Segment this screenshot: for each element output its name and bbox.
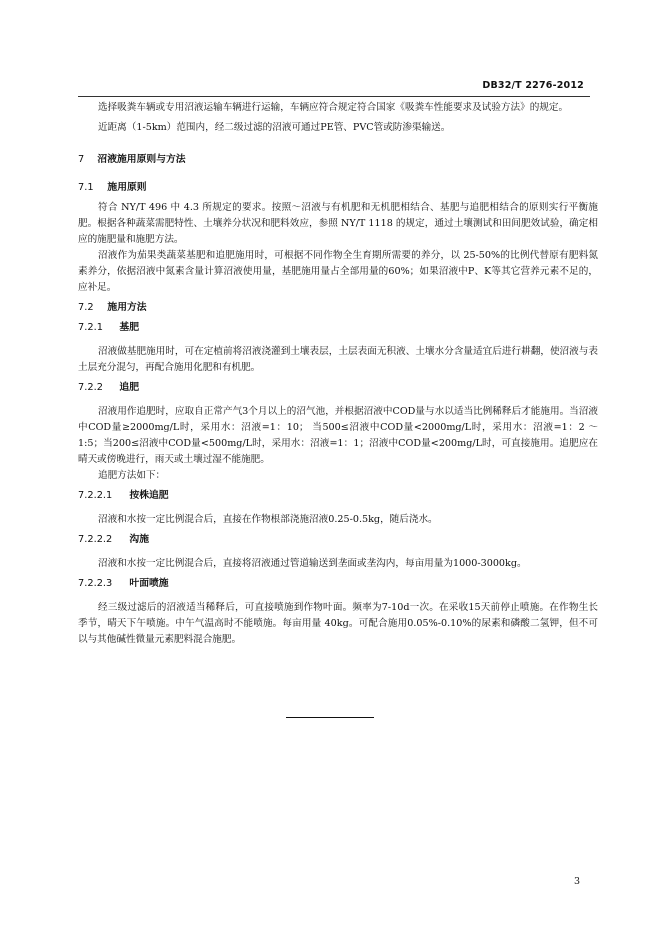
section-heading-7-2-1 [78, 320, 598, 336]
section-number: 7.2.2 [78, 382, 103, 393]
section-title: 沟施 [129, 534, 150, 545]
paragraph: 符合 NY/T 496 中 4.3 所规定的要求。按照～沼液与有机肥和无机肥相结合、基肥与追肥相结合的原则实行平衡施肥。根据各种蔬菜需肥特性、土壤养分状况和肥料效应，参照 NY/T 1118 的规定，通过土壤测试和田间肥效试验，确定相应的施肥量和施肥方法。 [78, 202, 598, 245]
paragraph: 选择吸粪车辆或专用沼液运输车辆进行运输，车辆应符合规定符合国家《吸粪车性能要求及试验方法》的规定。 [98, 102, 569, 113]
document-body [78, 100, 598, 648]
section-heading-7-1 [78, 180, 598, 196]
paragraph: 沼液和水按一定比例混合后，直接将沼液通过管道输送到垄面或垄沟内，每亩用量为1000-3000kg。 [98, 558, 527, 569]
section-title: 施用原则 [107, 182, 147, 193]
section-heading-7-2-2-3 [78, 576, 598, 592]
section-number: 7.1 [78, 182, 94, 193]
paragraph: 沼液作为茄果类蔬菜基肥和追肥施用时，可根据不同作物全生育期所需要的养分，以 25-50%的比例代替原有肥料氮素养分，依据沼液中氮素含量计算沼液使用量，基肥施用量占全部用量的60%；如果沼液中P、K等其它营养元素不足的，应补足。 [78, 250, 598, 293]
section-title: 追肥 [119, 382, 140, 393]
section-title: 按株追肥 [129, 490, 169, 501]
section-number: 7 [78, 154, 85, 165]
section-title: 施用方法 [107, 302, 147, 313]
header-rule [78, 96, 590, 97]
section-title: 沼液施用原则与方法 [97, 154, 186, 165]
section-title: 基肥 [119, 322, 140, 333]
paragraph: 沼液用作追肥时，应取自正常产气3个月以上的沼气池，并根据沼液中COD量与水以适当比例稀释后才能施用。当沼液中COD量≥2000mg/L时，采用水：沼液=1：10； 当500≤沼液中COD量<2000mg/L时，采用水：沼液=1：2 ～ 1:5；当200≤沼液中COD量<500mg/L时，采用水：沼液=1：1；沼液中COD量<200mg/L时，可直接施用。追肥应在晴天或傍晚进行，雨天或土壤过湿不能施肥。 [78, 406, 598, 465]
section-heading-7-2-2-2 [78, 532, 598, 548]
section-title: 叶面喷施 [129, 578, 169, 589]
paragraph: 经三级过滤后的沼液适当稀释后，可直接喷施到作物叶面。频率为7-10d一次。在采收15天前停止喷施。在作物生长季节，晴天下午喷施。中午气温高时不能喷施。每亩用量 40kg。可配合施用0.05%-0.10%的尿素和磷酸二氢钾，但不可以与其他碱性微量元素肥料混合施肥。 [78, 602, 598, 645]
page-number: 3 [573, 876, 580, 887]
section-heading-7-2-2-1 [78, 488, 598, 504]
section-heading-7 [78, 152, 598, 168]
section-number: 7.2.2.1 [78, 490, 113, 501]
paragraph: 沼液做基肥施用时，可在定植前将沼液浇灌到土壤表层，土层表面无积液、土壤水分含量适宜后进行耕翻，使沼液与表土层充分混匀，再配合施用化肥和有机肥。 [78, 346, 598, 373]
standard-code: DB32/T 2276-2012 [482, 80, 584, 91]
section-number: 7.2 [78, 302, 94, 313]
end-rule [286, 717, 374, 718]
section-number: 7.2.2.3 [78, 578, 113, 589]
paragraph: 追肥方法如下： [98, 470, 166, 481]
section-heading-7-2 [78, 300, 598, 316]
section-number: 7.2.1 [78, 322, 103, 333]
paragraph: 近距离（1-5km）范围内，经二级过滤的沼液可通过PE管、PVC管或防渗渠输送。 [98, 122, 451, 133]
paragraph: 沼液和水按一定比例混合后，直接在作物根部浇施沼液0.25-0.5kg，随后浇水。 [98, 514, 438, 525]
section-heading-7-2-2 [78, 380, 598, 396]
section-number: 7.2.2.2 [78, 534, 113, 545]
